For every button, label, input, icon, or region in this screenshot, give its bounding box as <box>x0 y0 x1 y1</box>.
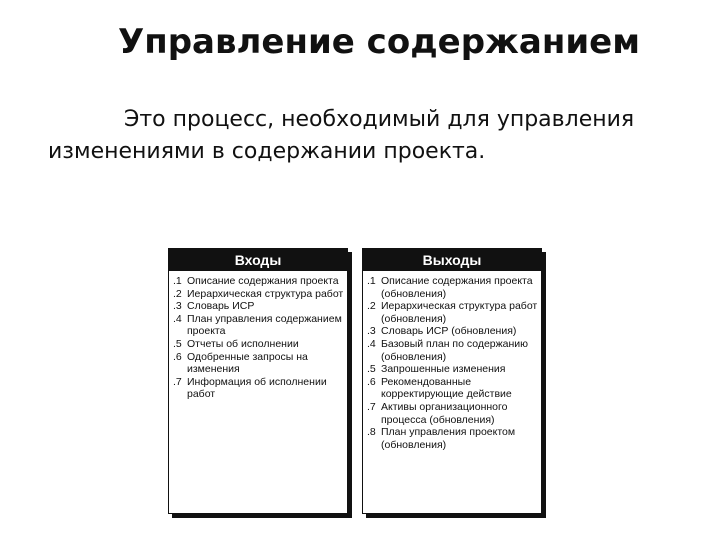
list-item <box>367 376 539 401</box>
list-item <box>367 401 539 426</box>
item-number: .3 <box>367 325 376 338</box>
item-text: Словарь ИСР <box>187 300 255 313</box>
item-number: .2 <box>173 287 182 300</box>
list-item <box>367 426 539 451</box>
list-item <box>367 363 539 376</box>
list-item <box>367 300 539 325</box>
item-number: .8 <box>367 426 376 439</box>
item-number: .1 <box>367 275 376 287</box>
list-item <box>173 275 345 288</box>
item-number: .2 <box>367 300 376 313</box>
item-number: .4 <box>173 312 182 325</box>
item-number: .1 <box>173 275 182 287</box>
item-text: Описание содержания проекта <box>187 275 339 287</box>
item-text: Иерархическая структура работ <box>187 287 344 300</box>
item-text: Отчеты об исполнении <box>187 337 299 350</box>
list-item <box>173 376 345 401</box>
item-number: .6 <box>367 375 376 388</box>
outputs-header: Выходы <box>363 249 541 271</box>
list-item <box>367 338 539 363</box>
item-text: План управления проектом (обновления) <box>381 426 516 451</box>
item-text: Базовый план по содержанию (обновления) <box>381 337 529 363</box>
outputs-list <box>363 275 541 451</box>
list-item <box>367 275 539 300</box>
list-item <box>173 338 345 351</box>
list-item <box>173 300 345 313</box>
inputs-box <box>168 248 348 514</box>
item-text: Запрошенные изменения <box>381 363 506 376</box>
inputs-header: Входы <box>169 249 347 271</box>
list-item <box>173 313 345 338</box>
list-item <box>367 325 539 338</box>
outputs-box <box>362 248 542 514</box>
item-text: Рекомендованные корректирующие действие <box>381 375 512 401</box>
item-number: .6 <box>173 350 182 363</box>
item-text: План управления содержанием проекта <box>187 312 342 338</box>
item-text: Информация об исполнении работ <box>187 375 327 401</box>
item-number: .7 <box>367 400 376 413</box>
item-text: Одобренные запросы на изменения <box>187 350 308 376</box>
list-item <box>173 351 345 376</box>
intro-paragraph: Это процесс, необходимый для управления изменениями в содержании проекта. <box>48 107 635 164</box>
slide-title: Управление содержанием <box>118 22 640 62</box>
item-text: Иерархическая структура работ (обновления) <box>381 300 538 325</box>
item-text: Словарь ИСР (обновления) <box>381 325 517 338</box>
item-number: .3 <box>173 300 182 313</box>
item-number: .5 <box>173 337 182 350</box>
list-item <box>173 288 345 301</box>
item-number: .5 <box>367 363 376 376</box>
item-number: .7 <box>173 375 182 388</box>
item-number: .4 <box>367 337 376 350</box>
item-text: Активы организационного процесса (обновления) <box>381 400 508 426</box>
item-text: Описание содержания проекта (обновления) <box>381 275 533 300</box>
inputs-list <box>169 275 347 401</box>
